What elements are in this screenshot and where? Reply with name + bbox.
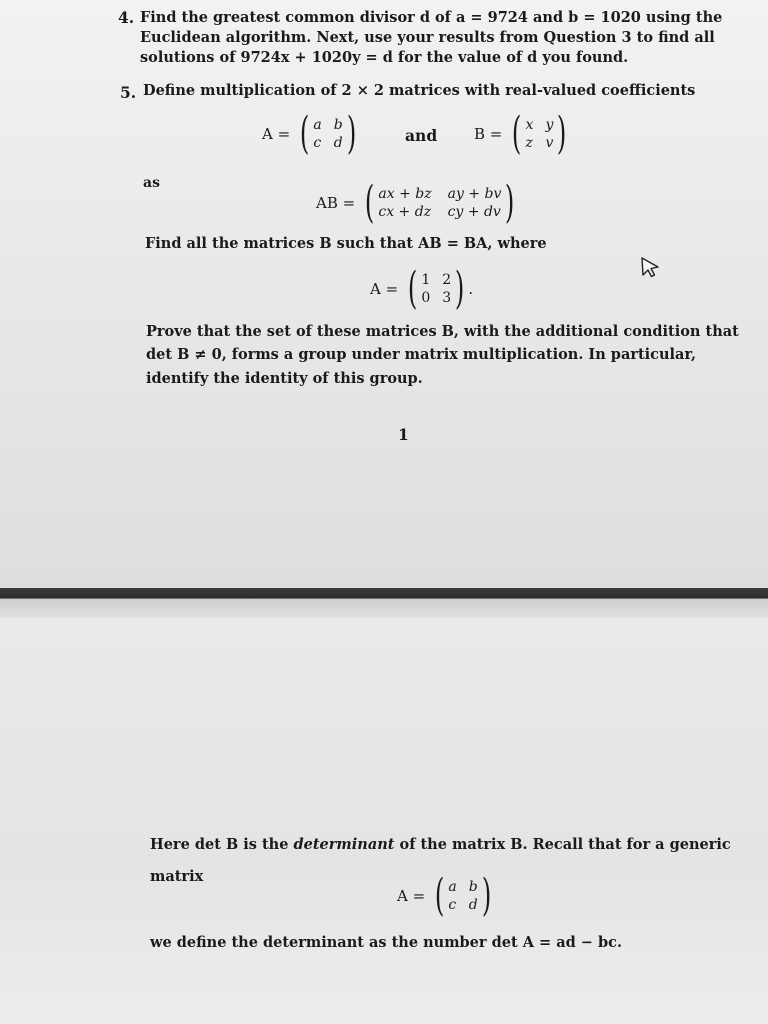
period: . bbox=[468, 280, 474, 298]
question-4-line-3: solutions of 9724x + 1020y = d for the value of d you found. bbox=[140, 49, 629, 66]
product-r2c2: cy + dv bbox=[447, 204, 501, 220]
product-r2c1: cx + dz bbox=[378, 204, 432, 220]
and-word: and bbox=[405, 126, 438, 145]
prove-line-1: Prove that the set of these matrices B, with the additional condition that bbox=[146, 323, 739, 340]
matrix-a-bottom bbox=[397, 870, 495, 921]
matrix-a-generic bbox=[262, 108, 360, 159]
page-number: 1 bbox=[398, 425, 409, 444]
matrix-a-entries bbox=[313, 116, 342, 152]
product-r1c2: ay + bv bbox=[447, 186, 502, 202]
left-paren: ( bbox=[512, 108, 522, 159]
question-5-intro: Define multiplication of 2 × 2 matrices with real-valued coefficients bbox=[143, 82, 696, 99]
bottom-line-1 bbox=[150, 834, 731, 856]
matrix-b-label: B = bbox=[474, 125, 503, 143]
specific-a-label: A = bbox=[370, 280, 399, 298]
right-paren: ) bbox=[505, 177, 515, 228]
entry-0: 0 bbox=[421, 290, 431, 306]
entry-y: y bbox=[545, 117, 554, 133]
prove-line-2: det B ≠ 0, forms a group under matrix multiplication. In particular, bbox=[146, 346, 697, 363]
bottom-line-2: matrix bbox=[150, 868, 204, 885]
matrix-b-generic bbox=[474, 108, 571, 159]
bottom-line-1-post: of the matrix B. Recall that for a generic bbox=[394, 836, 731, 853]
document-page-bottom bbox=[0, 618, 768, 1024]
entry-3: 3 bbox=[442, 290, 452, 306]
entry-c: c bbox=[448, 897, 457, 913]
page-divider bbox=[0, 588, 768, 618]
left-paren: ( bbox=[365, 177, 375, 228]
entry-z: z bbox=[525, 135, 533, 151]
entry-1: 1 bbox=[421, 272, 431, 288]
question-4-number: 4. bbox=[118, 8, 135, 27]
bottom-line-3: we define the determinant as the number det A = ad − bc. bbox=[150, 934, 622, 951]
left-paren: ( bbox=[435, 870, 445, 921]
mouse-cursor-icon bbox=[638, 255, 662, 279]
matrix-product bbox=[316, 177, 519, 228]
bottom-matrix-label: A = bbox=[397, 887, 426, 905]
specific-a-entries bbox=[421, 271, 451, 307]
product-r1c1: ax + bz bbox=[378, 186, 432, 202]
entry-b: b bbox=[333, 117, 343, 133]
bottom-matrix-entries bbox=[448, 878, 477, 914]
question-5-number: 5. bbox=[120, 83, 137, 102]
find-line: Find all the matrices B such that AB = BA, where bbox=[145, 235, 547, 252]
prove-line-3: identify the identity of this group. bbox=[146, 370, 423, 387]
entry-x: x bbox=[525, 117, 534, 133]
product-entries bbox=[378, 185, 501, 221]
entry-d: d bbox=[468, 897, 478, 913]
question-4-line-1: Find the greatest common divisor d of a = 9724 and b = 1020 using the bbox=[140, 9, 723, 26]
entry-b: b bbox=[468, 879, 478, 895]
right-paren: ) bbox=[455, 263, 465, 314]
right-paren: ) bbox=[557, 108, 567, 159]
matrix-a-label: A = bbox=[262, 125, 291, 143]
entry-c: c bbox=[313, 135, 322, 151]
left-paren: ( bbox=[300, 108, 310, 159]
entry-d: d bbox=[333, 135, 343, 151]
bottom-line-1-pre: Here det B is the bbox=[150, 836, 294, 853]
entry-v: v bbox=[545, 135, 554, 151]
product-label: AB = bbox=[316, 194, 356, 212]
entry-a: a bbox=[313, 117, 322, 133]
matrix-b-entries bbox=[526, 116, 554, 152]
as-word: as bbox=[143, 175, 160, 191]
left-paren: ( bbox=[408, 263, 418, 314]
entry-a: a bbox=[448, 879, 457, 895]
determinant-word: determinant bbox=[293, 836, 395, 853]
question-4-line-2: Euclidean algorithm. Next, use your results from Question 3 to find all bbox=[140, 29, 715, 46]
right-paren: ) bbox=[346, 108, 356, 159]
matrix-a-specific bbox=[370, 263, 474, 314]
right-paren: ) bbox=[481, 870, 491, 921]
entry-2: 2 bbox=[442, 272, 452, 288]
